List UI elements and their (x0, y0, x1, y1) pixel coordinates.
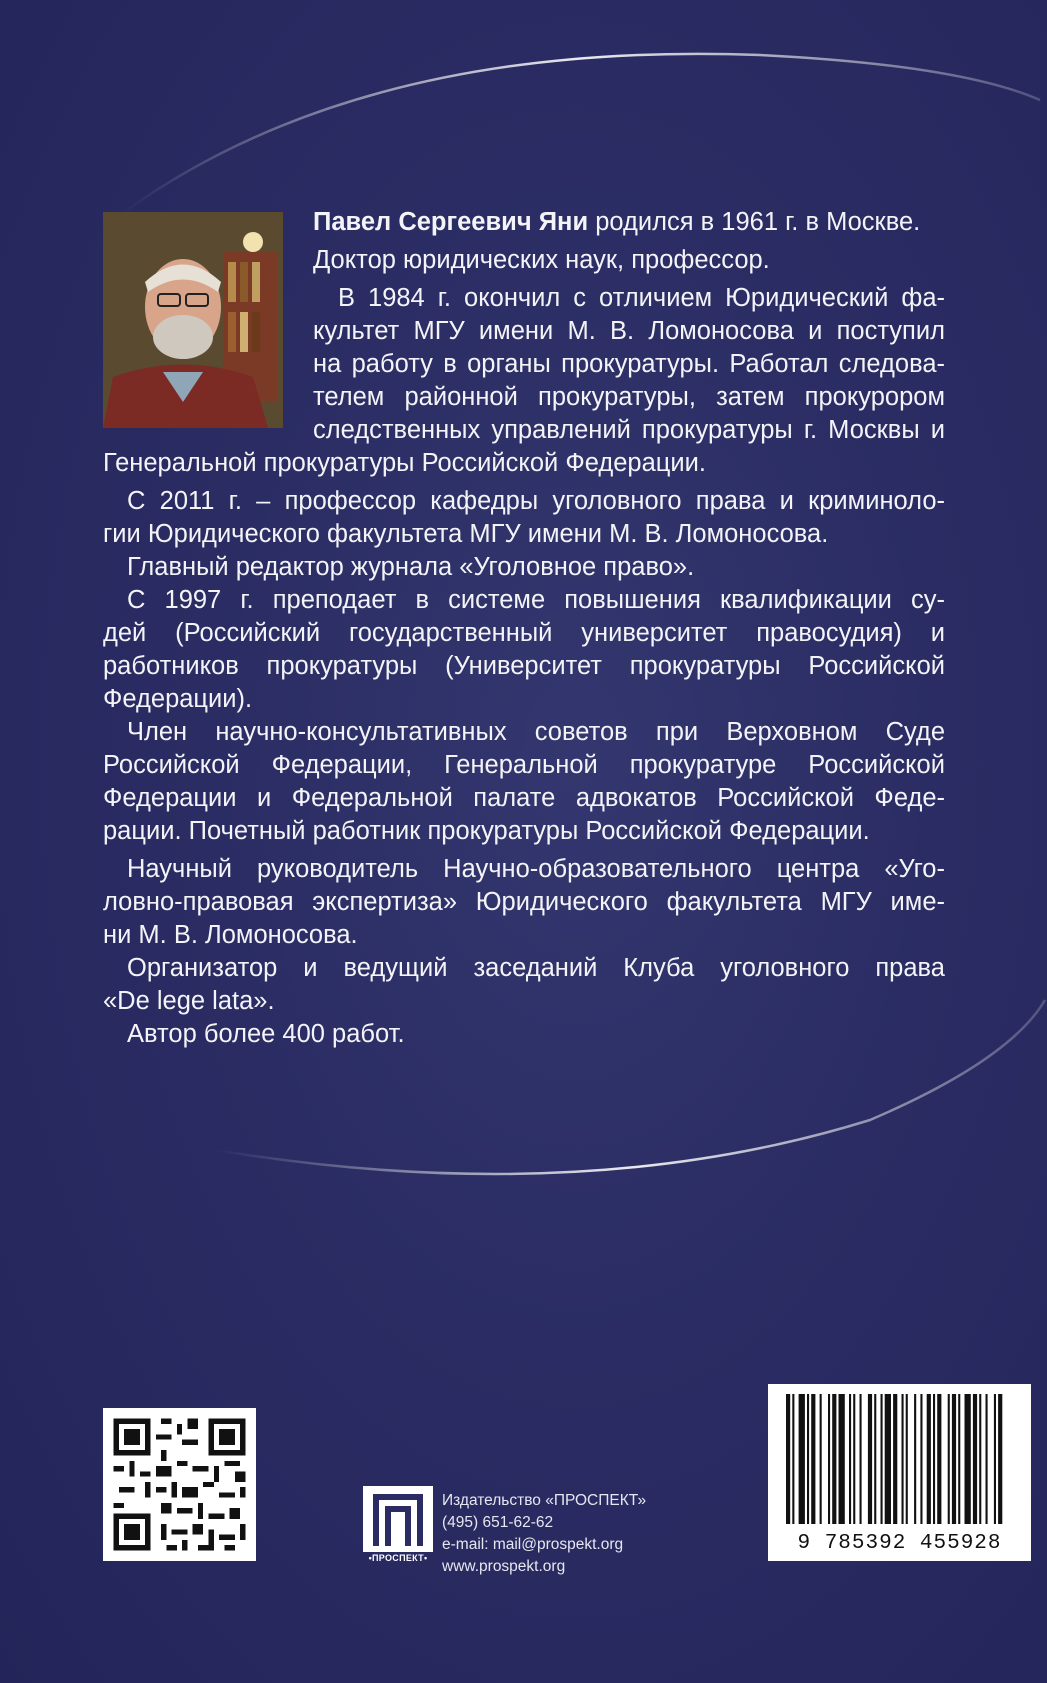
barcode-bar (998, 1394, 1002, 1524)
barcode-bar (849, 1394, 851, 1524)
bio-line: Член научно-консультативных советов при Верховном Суде (127, 718, 945, 746)
isbn-digits: 9 785392 455928 (797, 1532, 1002, 1555)
barcode-bar (902, 1394, 904, 1524)
bio-line: Российской Федерации, Генеральной прокуратуре Российской (103, 751, 945, 779)
bio-line: родился в 1961 г. в Москве. (595, 208, 921, 236)
barcode-bar (952, 1394, 956, 1524)
bio-line: телем районной прокуратуры, затем прокурором (313, 383, 945, 411)
bio-line: Научный руководитель Научно-образовательного центра «Уго- (127, 855, 945, 883)
bio-line: Генеральной прокуратуры Российской Федерации. (103, 449, 706, 477)
barcode-bars (768, 1384, 1031, 1534)
qr-code[interactable] (103, 1408, 256, 1561)
bio-line: дей (Российский государственный университет правосудия) и (103, 619, 945, 647)
bio-line: работников прокуратуры (Университет прокуратуры Российской (103, 652, 945, 680)
barcode-bar (881, 1394, 883, 1524)
barcode-bar (979, 1394, 981, 1524)
bio-line: рации. Почетный работник прокуратуры Российской Федерации. (103, 817, 870, 845)
bio-line: Федерации). (103, 685, 253, 713)
bio-line: ни М. В. Ломоносова. (103, 921, 358, 949)
barcode-bar (920, 1394, 922, 1524)
publisher-name: Издательство «ПРОСПЕКТ» (442, 1492, 647, 1509)
barcode-bar (973, 1394, 977, 1524)
bio-line: ловно-правовая экспертиза» Юридического факультета МГУ име- (103, 888, 945, 916)
bio-line: В 1984 г. окончил с отличием Юридический фа- (338, 284, 945, 312)
barcode-bar (986, 1394, 988, 1524)
barcode-bar (799, 1394, 805, 1524)
barcode-bar (906, 1394, 908, 1524)
barcode-bar (839, 1394, 845, 1524)
barcode-bar (874, 1394, 876, 1524)
barcode-bar (937, 1394, 941, 1524)
bio-line: Организатор и ведущий заседаний Клуба уголовного права (127, 954, 945, 982)
bio-line: культет МГУ имени М. В. Ломоносова и поступил (313, 317, 945, 345)
bio-line: гии Юридического факультета МГУ имени М. В. Ломоносова. (103, 520, 829, 548)
bio-line: С 2011 г. – профессор кафедры уголовного права и криминоло- (127, 487, 945, 515)
logo-label: •ПРОСПЕКТ• (368, 1553, 428, 1563)
barcode-bar (868, 1394, 872, 1524)
isbn-barcode (768, 1384, 1031, 1561)
bio-line: Федерации и Федеральной палате адвокатов Российской Феде- (103, 784, 945, 812)
barcode-bar (820, 1394, 822, 1524)
barcode-bar (792, 1394, 794, 1524)
bio-line: следственных управлений прокуратуры г. Москвы и (313, 416, 945, 444)
barcode-bar (958, 1394, 960, 1524)
bio-line: Доктор юридических наук, профессор. (313, 246, 770, 274)
bio-line: Главный редактор журнала «Уголовное право». (127, 553, 695, 581)
author-name: Павел Сергеевич Яни (313, 208, 589, 236)
publisher-phone: (495) 651-62-62 (442, 1514, 554, 1531)
barcode-bar (832, 1394, 836, 1524)
bio-line: С 1997 г. преподает в системе повышения квалификации су- (127, 586, 945, 614)
bio-line: «De lege lata». (103, 987, 275, 1015)
barcode-bar (807, 1394, 809, 1524)
publisher-website[interactable]: www.prospekt.org (442, 1558, 566, 1575)
bio-line: на работу в органы прокуратуры. Работал следова- (313, 350, 945, 378)
barcode-bar (885, 1394, 891, 1524)
barcode-bar (853, 1394, 855, 1524)
bio-line: Автор более 400 работ. (127, 1020, 405, 1048)
barcode-bar (948, 1394, 950, 1524)
barcode-bar (994, 1394, 996, 1524)
barcode-bar (965, 1394, 971, 1524)
barcode-bar (914, 1394, 916, 1524)
barcode-bar (786, 1394, 790, 1524)
barcode-bar (933, 1394, 935, 1524)
bio-first-line (313, 206, 920, 239)
barcode-bar (828, 1394, 830, 1524)
barcode-bar (927, 1394, 931, 1524)
barcode-bar (811, 1394, 815, 1524)
barcode-bar (893, 1394, 897, 1524)
publisher-email[interactable]: e-mail: mail@prospekt.org (442, 1536, 624, 1553)
barcode-bar (860, 1394, 862, 1524)
publisher-info (442, 1490, 646, 1578)
